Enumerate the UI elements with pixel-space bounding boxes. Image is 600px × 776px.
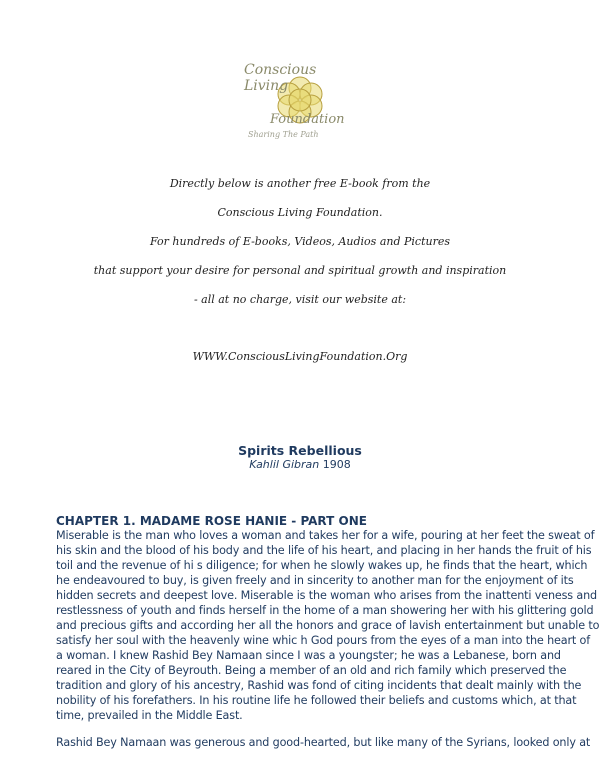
body-line: hidden secrets and deepest love. Miserable is the woman who arises from the inattenti veness and [56,589,597,602]
logo-text-line2: Foundation [270,112,345,127]
body-line: and precious gifts and according her all the honors and grace of lavish entertainment but unable to [56,619,600,632]
body-line: time, prevailed in the Middle East. [56,709,243,722]
logo-tagline: Sharing The Path [248,130,319,139]
body-line: Miserable is the man who loves a woman and takes her for a wife, pouring at her feet the sweat of [56,529,595,542]
intro-line: Conscious Living Foundation. [217,206,383,219]
logo-text-line1: Conscious Living [244,62,317,94]
book-year: 1908 [322,458,351,471]
body-line: reared in the City of Beyrouth. Being a member of an old and rich family which preserved the [56,664,567,677]
body-line: he endeavoured to buy, is given freely and in sincerity to another man for the enjoyment of its [56,574,574,587]
body-line: restlessness of youth and finds herself in the home of a man showering her with his glittering gold [56,604,594,617]
foundation-logo [240,50,360,140]
intro-line: that support your desire for personal and spiritual growth and inspiration [93,264,507,277]
book-author-line [0,458,600,471]
chapter-heading: CHAPTER 1. MADAME ROSE HANIE - PART ONE [56,514,367,528]
intro-line: - all at no charge, visit our website at: [193,293,407,306]
intro-line: For hundreds of E-books, Videos, Audios and Pictures [150,235,450,248]
body-line: nobility of his forefathers. In his routine life he followed their beliefs and customs which, at that [56,694,577,707]
intro-line: Directly below is another free E-book from the [169,177,431,190]
book-title: Spirits Rebellious [238,443,362,458]
body-paragraph-2: Rashid Bey Namaan was generous and good-hearted, but like many of the Syrians, looked only at [56,736,591,749]
website-link[interactable]: WWW.ConsciousLivingFoundation.Org [192,350,408,363]
body-line: tradition and glory of his ancestry, Rashid was fond of citing incidents that dealt mainly with the [56,679,582,692]
body-line: toil and the revenue of hi s diligence; for when he slowly wakes up, he finds that the heart, which [56,559,588,572]
body-line: satisfy her soul with the heavenly wine whic h God pours from the eyes of a man into the heart of [56,634,591,647]
book-author: Kahlil Gibran [249,458,320,471]
body-line: a woman. I knew Rashid Bey Namaan since I was a youngster; he was a Lebanese, born and [56,649,561,662]
body-line: his skin and the blood of his body and the life of his heart, and placing in her hands the fruit of his [56,544,592,557]
